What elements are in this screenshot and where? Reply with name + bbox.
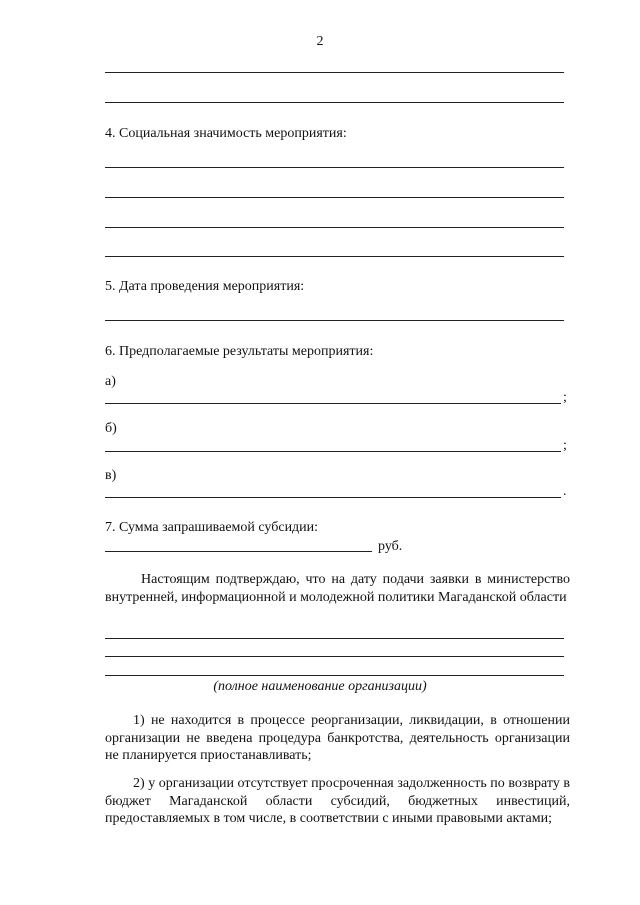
blank-line — [105, 167, 564, 168]
section-5-heading: 5. Дата проведения мероприятия: — [105, 279, 305, 294]
blank-line — [105, 497, 561, 498]
blank-line — [105, 197, 564, 198]
result-item-c-end: . — [563, 484, 567, 499]
confirmation-intro: Настоящим подтверждаю, что на дату подачи заявки в министерство внутренней, информационной и молодежной политики Магаданской области — [105, 572, 570, 605]
blank-line — [105, 102, 564, 103]
result-item-a-marker: а) — [105, 374, 116, 389]
blank-line — [105, 256, 564, 257]
section-4-heading: 4. Социальная значимость мероприятия: — [105, 126, 347, 141]
blank-line — [105, 403, 561, 404]
blank-line — [105, 656, 564, 657]
confirmation-point-2: 2) у организации отсутствует просроченная задолженность по возврату в бюджет Магаданской области субсидий, бюджетных инвестиций, предоставляемых в том числе, в соответствии с иными правовыми актами; — [105, 776, 570, 826]
organization-name-caption: (полное наименование организации) — [213, 679, 427, 694]
blank-line — [105, 72, 564, 73]
currency-unit: руб. — [378, 539, 403, 554]
result-item-b-end: ; — [563, 438, 567, 453]
section-7-heading: 7. Сумма запрашиваемой субсидии: — [105, 520, 319, 535]
blank-line — [105, 320, 564, 321]
section-6-heading: 6. Предполагаемые результаты мероприятия: — [105, 344, 374, 359]
result-item-b-marker: б) — [105, 421, 117, 436]
result-item-c-marker: в) — [105, 468, 117, 483]
blank-line — [105, 675, 564, 676]
blank-line — [105, 451, 561, 452]
result-item-a-end: ; — [563, 390, 567, 405]
blank-line — [105, 638, 564, 639]
confirmation-point-1: 1) не находится в процессе реорганизации, ликвидации, в отношении организации не введена процедура банкротства, деятельность организации не планируется приостанавливать; — [105, 713, 570, 763]
blank-line — [105, 551, 372, 552]
blank-line — [105, 227, 564, 228]
page-number: 2 — [316, 34, 324, 49]
